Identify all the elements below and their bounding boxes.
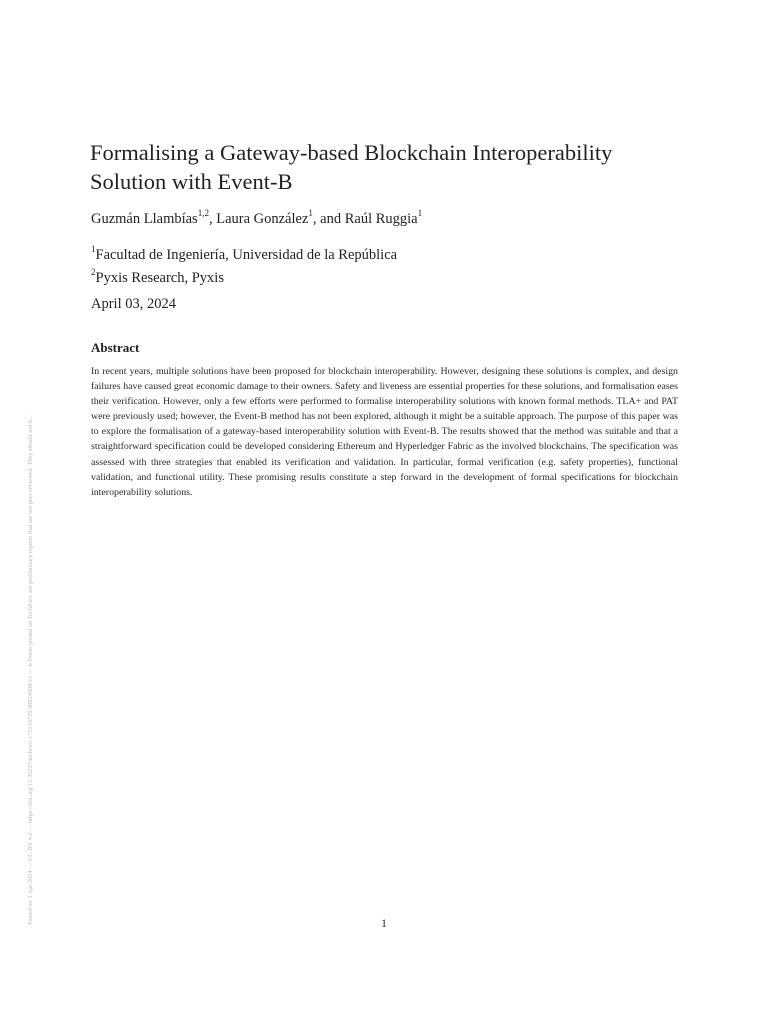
affiliation-text: Facultad de Ingeniería, Universidad de la República [95, 246, 398, 263]
page-number: 1 [381, 918, 387, 930]
affiliation-item [91, 264, 397, 287]
author-separator: , [208, 210, 217, 227]
publication-date: April 03, 2024 [91, 296, 176, 312]
preprint-sidebar-notice: Posted on 3 Apr 2024 — CC-BY 4.0 — https://doi.org/10.36227/techrxiv.171216729.98824908/v1 — e-Prints posted on TechRxiv are preliminary reports that are not peer reviewed. They should not b... [27, 415, 34, 925]
author-affiliation-mark: 1 [308, 208, 313, 218]
author-list [91, 209, 422, 228]
affiliation-list [91, 241, 397, 287]
author-name: Guzmán Llambías [91, 210, 198, 227]
affiliation-text: Pyxis Research, Pyxis [95, 269, 224, 286]
paper-title: Formalising a Gateway-based Blockchain Interoperability Solution with Event-B [90, 140, 613, 194]
author-affiliation-mark: 1,2 [197, 208, 209, 218]
abstract-heading: Abstract [91, 340, 140, 355]
affiliation-item [91, 241, 397, 264]
abstract-text: In recent years, multiple solutions have been proposed for blockchain interoperability. However, designing these solutions is complex, and design failures have caused great economic damage to their owners. Safety and liveness are essential properties for these solutions, and formalisation eases their verification. However, only a few efforts were performed to formalise interoperability solutions with known formal methods. TLA+ and PAT were previously used; however, the Event-B method has not been explored, although it might be a suitable approach. The purpose of this paper was to explore the formalisation of a gateway-based interoperability solution with Event-B. The results showed that the method was suitable and that a straightforward specification could be developed considering Ethereum and Hyperledger Fabric as the involved blockchains. The specification was assessed with three strategies that enabled its verification and validation. In particular, formal verification (e.g. safety properties), functional validation, and functional utility. These promising results constitute a step forward in the development of formal specifications for blockchain interoperability solutions. [91, 366, 678, 498]
author-separator: , and [312, 210, 345, 227]
affiliation-mark: 2 [91, 266, 96, 277]
affiliation-mark: 1 [91, 244, 96, 254]
author-affiliation-mark: 1 [417, 208, 423, 218]
author-name: Raúl Ruggia [344, 210, 418, 227]
author-name: Laura González [216, 210, 309, 227]
